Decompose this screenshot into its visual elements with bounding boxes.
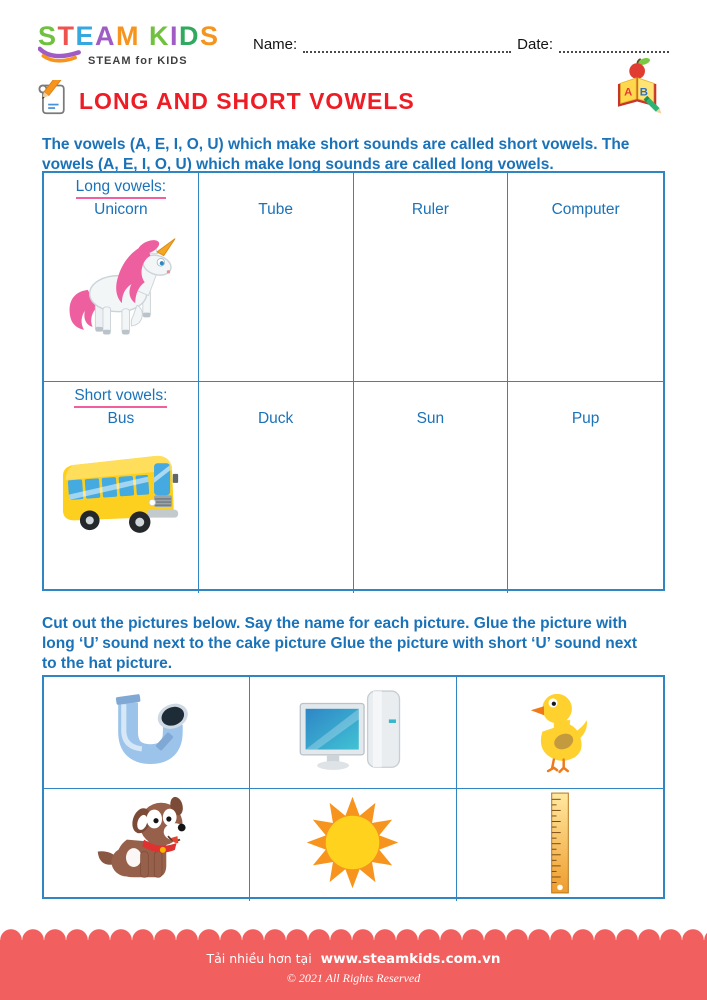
unicorn-label: Unicorn bbox=[94, 201, 148, 218]
vowel-table bbox=[42, 171, 665, 591]
cell-short-pup bbox=[508, 382, 663, 593]
cell-long-computer bbox=[508, 173, 663, 382]
puppy-image bbox=[89, 795, 205, 896]
cell-long-ruler bbox=[354, 173, 509, 382]
pencil-scroll-icon bbox=[36, 80, 69, 122]
ruler-image bbox=[548, 791, 572, 900]
name-fill-line bbox=[303, 37, 511, 53]
cell-long-unicorn bbox=[44, 173, 199, 382]
svg-text:A: A bbox=[624, 86, 633, 99]
logo-letter: S bbox=[38, 21, 58, 51]
logo-letter: K bbox=[149, 21, 171, 51]
bus-image bbox=[44, 440, 198, 545]
logo-letter: I bbox=[170, 21, 180, 51]
pup-label: Pup bbox=[571, 410, 600, 427]
cell-short-bus bbox=[44, 382, 199, 593]
date-fill-line bbox=[559, 37, 669, 53]
date-label: Date: bbox=[517, 36, 553, 53]
footer bbox=[0, 940, 707, 1000]
cutout-cell bbox=[250, 789, 456, 901]
cell-long-tube bbox=[199, 173, 354, 382]
cutout-cell bbox=[457, 677, 663, 789]
unicorn-image bbox=[44, 231, 198, 348]
computer-label: Computer bbox=[551, 201, 620, 218]
pipe-image bbox=[95, 687, 199, 778]
intro-paragraph: The vowels (A, E, I, O, U) which make short sounds are called short vowels. The vowels (A, E, I, O, U) which make long sounds are called long vowels. bbox=[42, 135, 630, 173]
footer-download-prefix: Tải nhiều hơn tại bbox=[206, 951, 312, 966]
page-title: LONG AND SHORT VOWELS bbox=[79, 87, 415, 114]
logo-letter: T bbox=[57, 21, 76, 51]
logo-letter: E bbox=[75, 21, 96, 51]
tube-label: Tube bbox=[258, 201, 293, 218]
bus-label: Bus bbox=[107, 410, 135, 427]
ab-book-icon bbox=[611, 56, 665, 119]
instructions-paragraph: Cut out the pictures below. Say the name for each picture. Glue the picture with long ‘U’ sound next to the cake picture Glue the picture with short ‘U’ sound next to the hat picture. bbox=[42, 614, 638, 672]
computer-image bbox=[293, 684, 413, 782]
ruler-label: Ruler bbox=[411, 201, 449, 218]
logo-letter: D bbox=[179, 21, 201, 51]
cell-short-sun bbox=[354, 382, 509, 593]
cutout-cell bbox=[44, 677, 250, 789]
sun-label: Sun bbox=[416, 410, 445, 427]
sun-image bbox=[305, 795, 400, 895]
cutout-cell bbox=[250, 677, 456, 789]
cutout-grid bbox=[42, 675, 665, 899]
name-date-row bbox=[253, 36, 669, 53]
logo-tagline: STEAM for KIDS bbox=[88, 55, 188, 67]
logo-letter: A bbox=[95, 21, 117, 51]
cutout-cell bbox=[457, 789, 663, 901]
svg-text:B: B bbox=[639, 86, 648, 99]
logo-swoosh-icon bbox=[38, 46, 84, 69]
short-vowels-heading: Short vowels: bbox=[74, 387, 167, 408]
cell-short-duck bbox=[199, 382, 354, 593]
footer-copyright: © 2021 All Rights Reserved bbox=[286, 971, 421, 985]
cutout-cell bbox=[44, 789, 250, 901]
logo-letter: S bbox=[200, 21, 220, 51]
footer-website: www.steamkids.com.vn bbox=[320, 951, 501, 967]
long-vowels-heading: Long vowels: bbox=[76, 178, 166, 199]
title-row bbox=[36, 80, 415, 122]
steam-kids-logo bbox=[38, 22, 220, 69]
duck-image bbox=[521, 684, 599, 781]
footer-scallop-edge bbox=[0, 929, 707, 940]
logo-letter: M bbox=[116, 21, 141, 51]
duck-label: Duck bbox=[257, 410, 294, 427]
name-label: Name: bbox=[253, 36, 298, 53]
footer-download-line bbox=[0, 940, 707, 967]
